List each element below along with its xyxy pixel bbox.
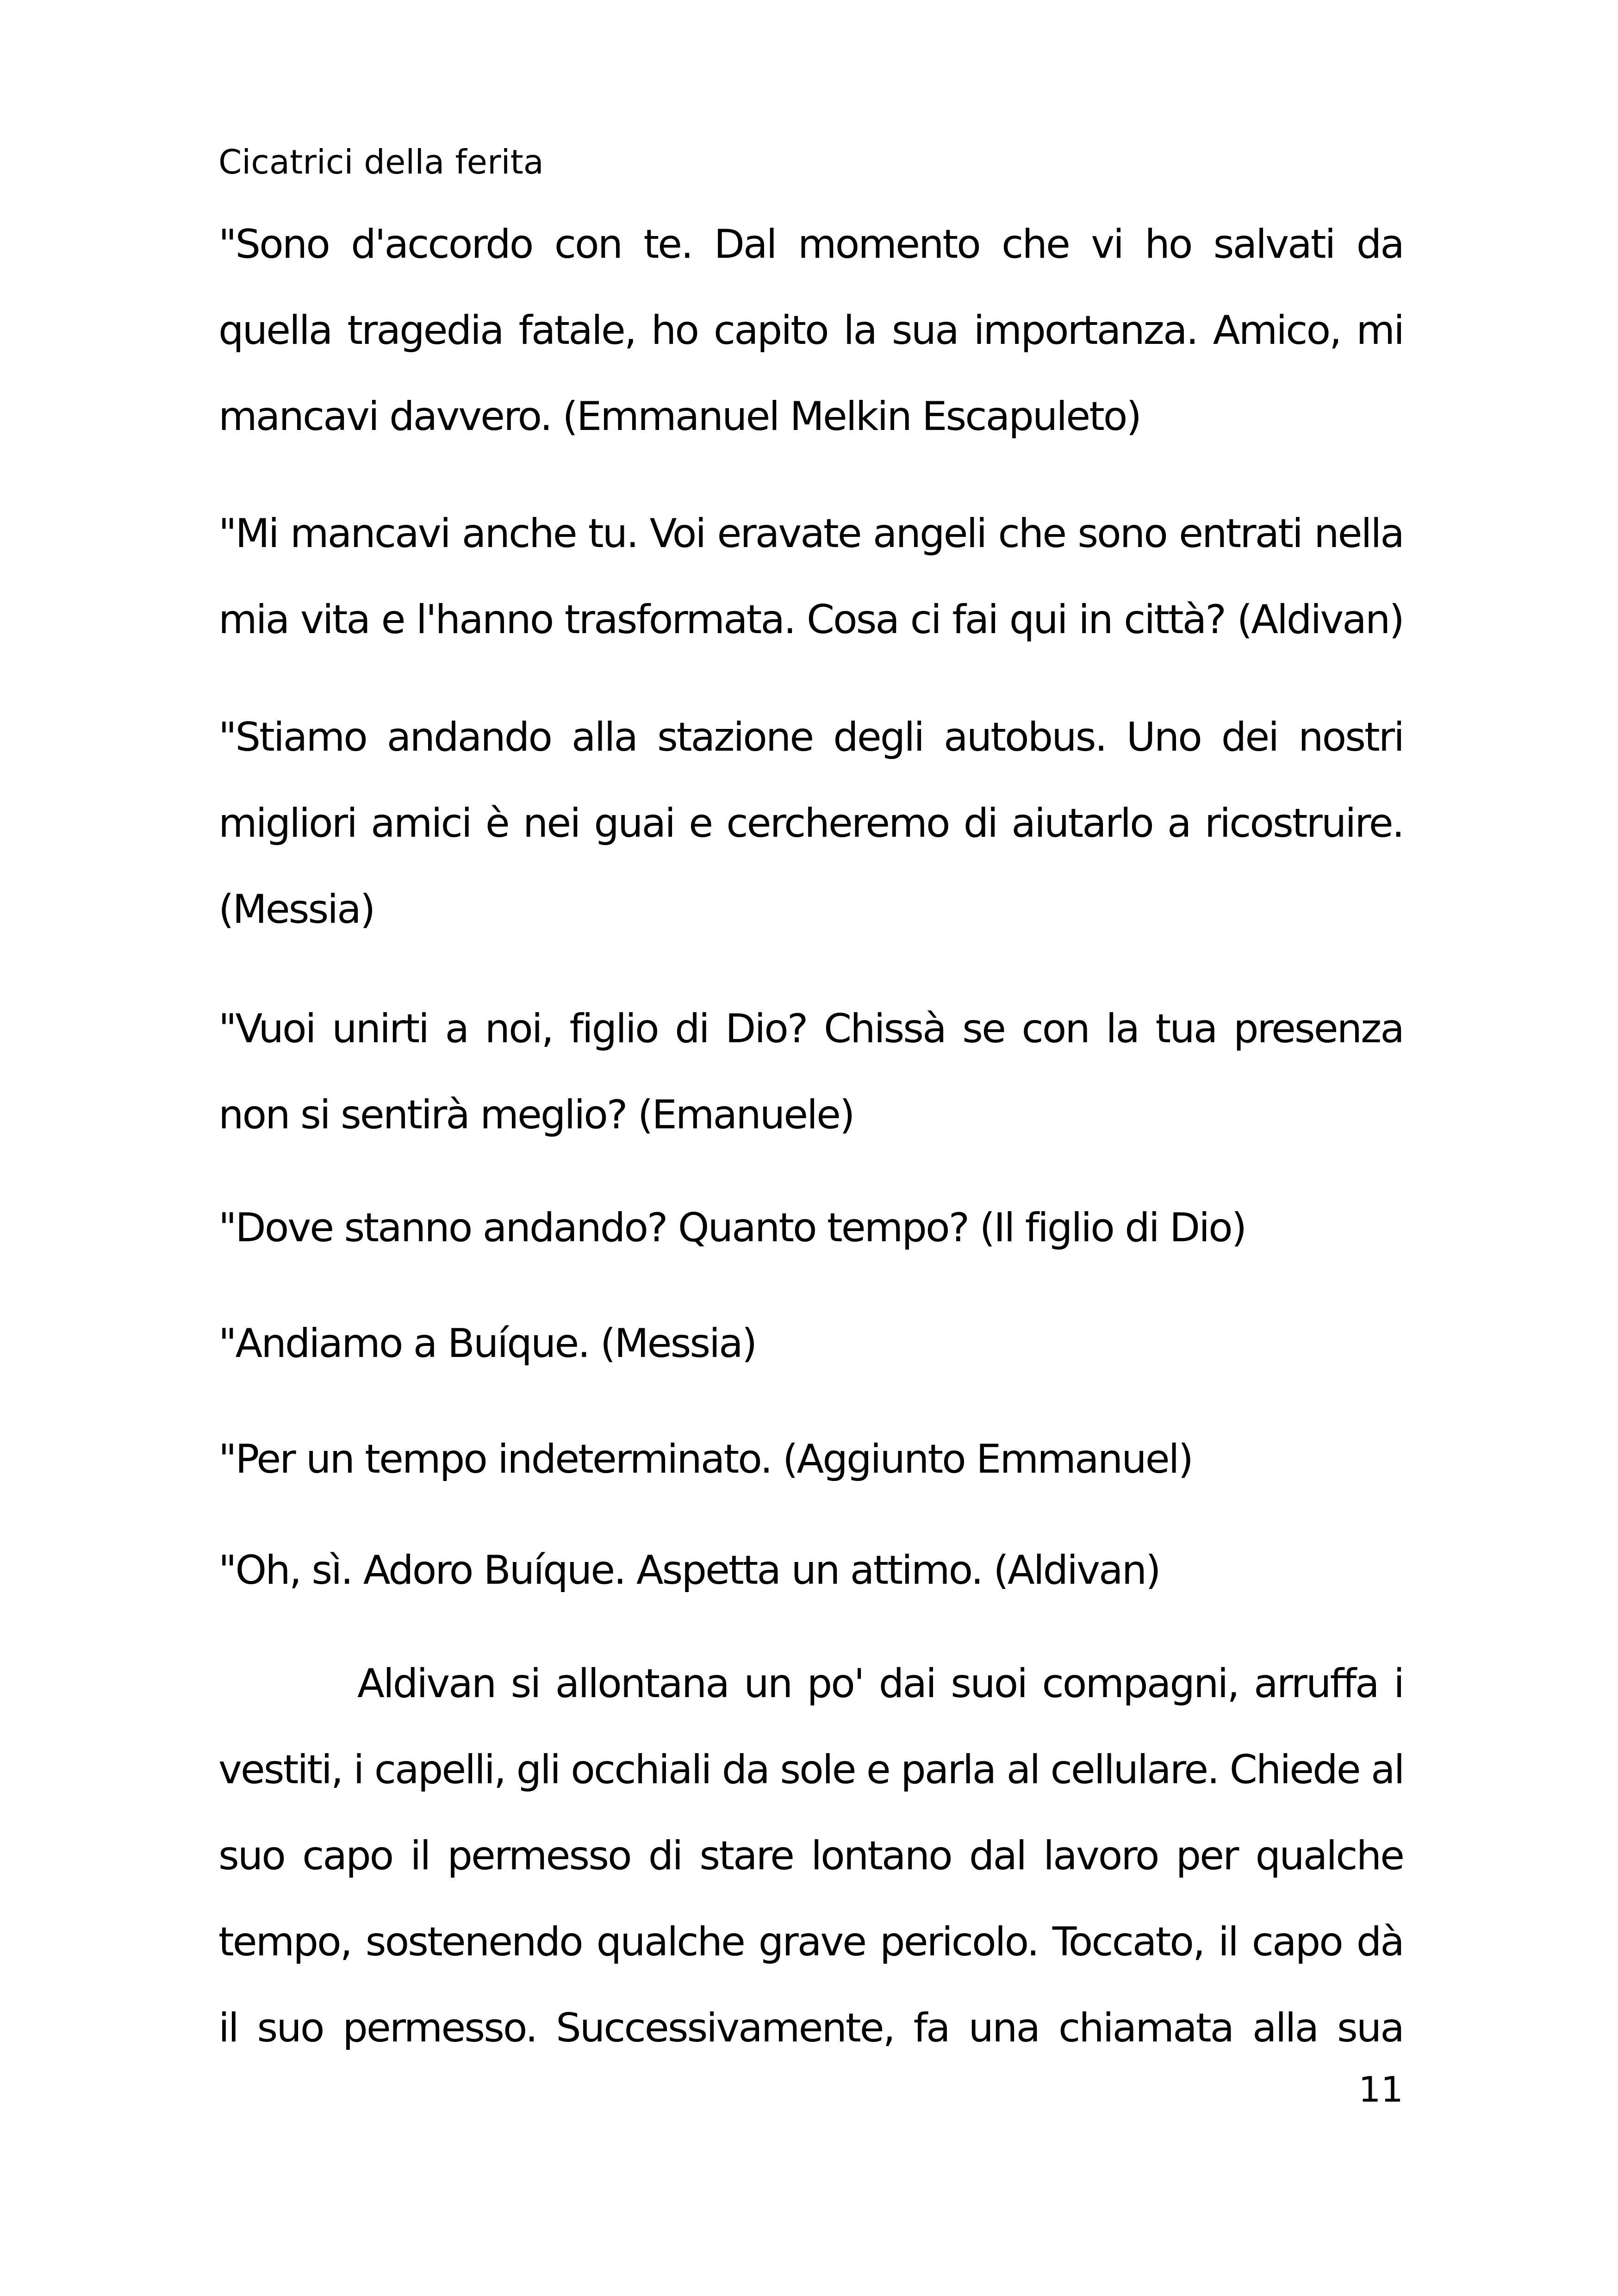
text-line: mancavi davvero. (Emmanuel Melkin Escapuleto) [218,393,1141,440]
text-line: migliori amici è nei guai e cercheremo di aiutarlo a ricostruire. [218,800,1403,846]
paragraph-1 [218,201,1403,460]
text-line: non si sentirà meglio? (Emanuele) [218,1092,854,1138]
text-line: mia vita e l'hanno trasformata. Cosa ci fai qui in città? (Aldivan) [218,597,1403,643]
text-line: (Messia) [218,886,374,933]
text-line: il suo permesso. Successivamente, fa una chiamata alla sua [218,2005,1403,2051]
text-line: "Sono d'accordo con te. Dal momento che vi ho salvati da [218,221,1403,268]
paragraph-2 [218,491,1403,663]
text-line: "Andiamo a Buíque. (Messia) [218,1320,756,1367]
text-line: "Dove stanno andando? Quanto tempo? (Il figlio di Dio) [218,1205,1246,1251]
paragraph-6 [218,1300,1403,1387]
text-line: "Oh, sì. Adoro Buíque. Aspetta un attimo. (Aldivan) [218,1547,1160,1593]
text-line: "Vuoi unirti a noi, figlio di Dio? Chissà se con la tua presenza [218,1006,1403,1052]
page-number: 11 [1358,2069,1403,2110]
paragraph-3 [218,694,1403,952]
paragraph-7 [218,1416,1403,1502]
paragraph-5 [218,1185,1403,1271]
text-line: quella tragedia fatale, ho capito la sua importanza. Amico, mi [218,307,1403,354]
paragraph-4 [218,986,1403,1158]
text-line: suo capo il permesso di stare lontano dal lavoro per qualche [218,1833,1403,1879]
text-line: "Stiamo andando alla stazione degli autobus. Uno dei nostri [218,714,1403,760]
text-line: vestiti, i capelli, gli occhiali da sole e parla al cellulare. Chiede al [218,1747,1404,1793]
text-line: "Per un tempo indeterminato. (Aggiunto Emmanuel) [218,1436,1193,1482]
running-header: Cicatrici della ferita [218,143,544,181]
text-line: tempo, sostenendo qualche grave pericolo. Toccato, il capo dà [218,1919,1403,1965]
text-line: "Mi mancavi anche tu. Voi eravate angeli che sono entrati nella [218,510,1403,557]
paragraph-9 [218,1641,1403,2071]
text-line: Aldivan si allontana un po' dai suoi compagni, arruffa i [357,1661,1403,1707]
paragraph-8 [218,1527,1403,1613]
